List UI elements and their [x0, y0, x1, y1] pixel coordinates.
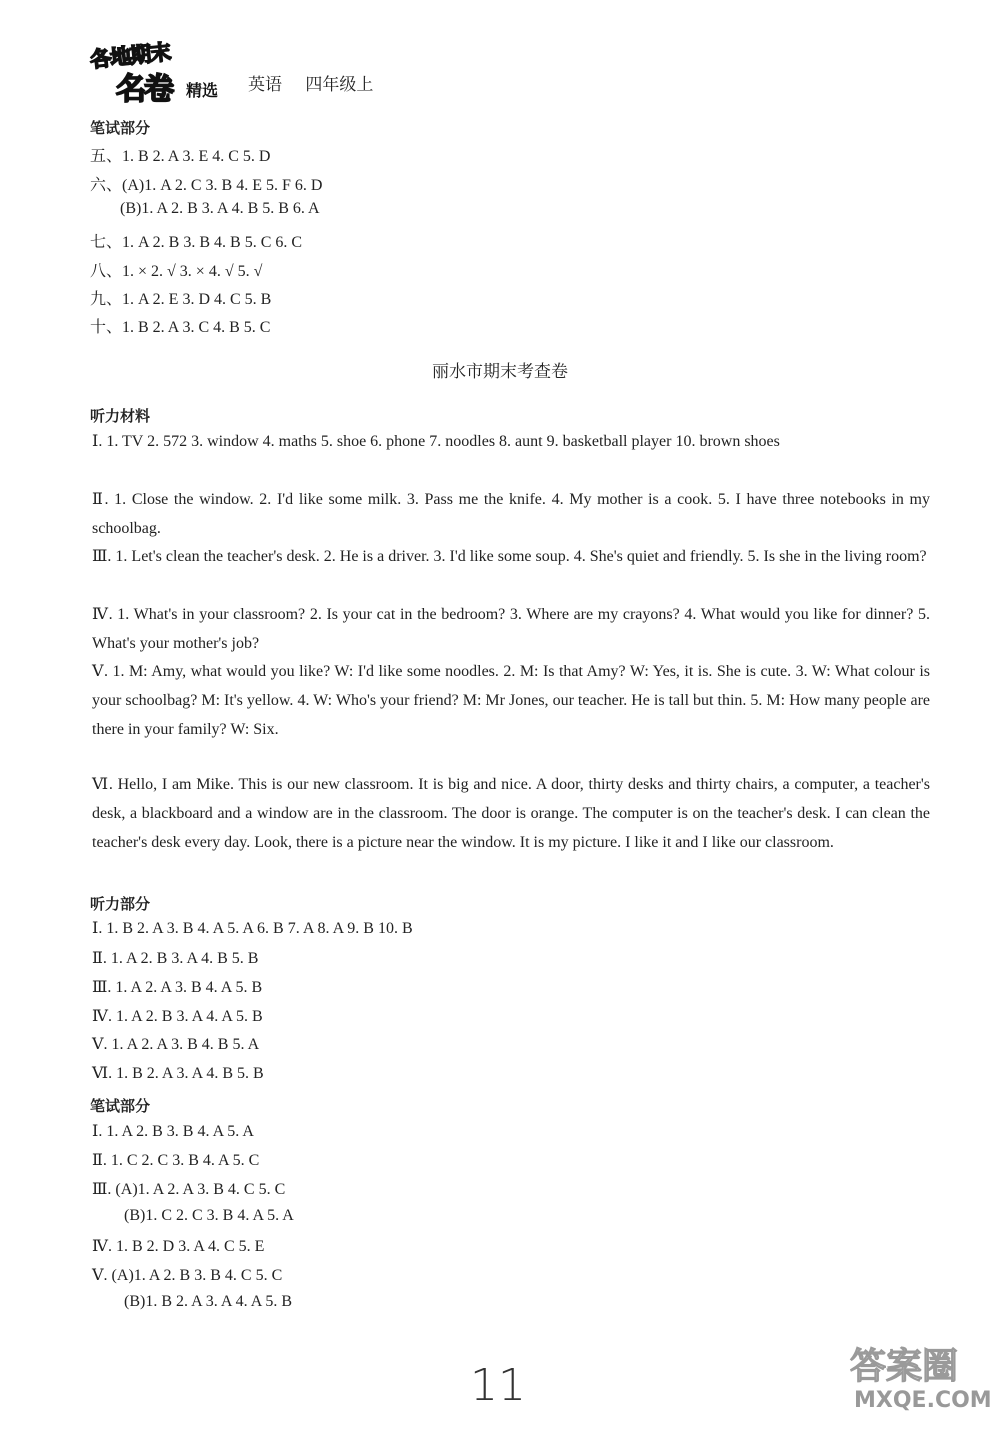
listening-paragraph: Ⅴ. 1. M: Amy, what would you like? W: I'd like some noodles. 2. M: Is that Amy? W: Yes, it is. She is cute. 3. W: What colour is your schoolbag? M: It's yellow. 4. W: Who's your friend? M: Mr Jones, our teacher. He is tall but thin. 5. M: How many people are there in your family? W: Six.: [92, 663, 930, 738]
answer-line: 六、(A)1. A 2. C 3. B 4. E 5. F 6. D: [90, 177, 323, 194]
section-heading-listening-material: 听力材料: [90, 407, 151, 425]
listening-paragraph: Ⅵ. Hello, I am Mike. This is our new classroom. It is big and nice. A door, thirty desks and thirty chairs, a computer, a teacher's desk, a blackboard and a window are in the classroom. The door is orange. The computer is on the teacher's desk. I can clean the teacher's desk every day. Look, there is a picture near the window. It is my picture. I like it and I like our classroom.: [92, 776, 930, 851]
page-header: [248, 70, 391, 95]
answer-line: Ⅰ. 1. A 2. B 3. B 4. A 5. A: [92, 1123, 254, 1140]
answer-line: Ⅵ. 1. B 2. A 3. A 4. B 5. B: [92, 1065, 264, 1082]
listening-paragraph: Ⅰ. 1. TV 2. 572 3. window 4. maths 5. shoe 6. phone 7. noodles 8. aunt 9. basketball player 10. brown shoes: [92, 433, 780, 450]
answer-line: (B)1. A 2. B 3. A 4. B 5. B 6. A: [120, 200, 320, 217]
grade-label: 四年级上: [305, 75, 374, 95]
answer-line: Ⅱ. 1. A 2. B 3. A 4. B 5. B: [92, 950, 259, 967]
logo-line3: 精选: [186, 81, 219, 100]
answer-line: 十、1. B 2. A 3. C 4. B 5. C: [90, 319, 271, 336]
answer-line: (B)1. C 2. C 3. B 4. A 5. A: [124, 1207, 294, 1224]
answer-line: Ⅴ. 1. A 2. A 3. B 4. B 5. A: [92, 1036, 260, 1053]
answer-line: Ⅴ. (A)1. A 2. B 3. B 4. C 5. C: [92, 1267, 283, 1284]
answer-line: Ⅱ. 1. C 2. C 3. B 4. A 5. C: [92, 1152, 260, 1169]
subject-label: 英语: [248, 75, 282, 95]
listening-paragraph: Ⅳ. 1. What's in your classroom? 2. Is your cat in the bedroom? 3. Where are my crayons? 4. What would you like for dinner? 5. What's your mother's job?: [92, 606, 930, 652]
exam-title: 丽水市期末考查卷: [432, 362, 568, 382]
watermark-logo: [848, 1338, 998, 1426]
answer-line: Ⅲ. (A)1. A 2. A 3. B 4. C 5. C: [92, 1181, 286, 1198]
answer-line: Ⅳ. 1. B 2. D 3. A 4. C 5. E: [92, 1238, 265, 1255]
answer-line: (B)1. B 2. A 3. A 4. A 5. B: [124, 1293, 293, 1310]
answer-line: Ⅰ. 1. B 2. A 3. B 4. A 5. A 6. B 7. A 8. A 9. B 10. B: [92, 920, 413, 937]
answer-line: 五、1. B 2. A 3. E 4. C 5. D: [90, 148, 271, 165]
logo-line1: 各地期末: [89, 39, 172, 73]
answer-line: 八、1. × 2. √ 3. × 4. √ 5. √: [90, 263, 263, 280]
listening-paragraph: Ⅱ. 1. Close the window. 2. I'd like some milk. 3. Pass me the knife. 4. My mother is a cook. 5. I have three notebooks in my schoolbag.: [92, 491, 930, 537]
section-heading-listening: 听力部分: [90, 895, 151, 913]
watermark-bottom: MXQE.COM: [854, 1388, 992, 1413]
page-number: 11: [470, 1360, 526, 1411]
answer-line: Ⅳ. 1. A 2. B 3. A 4. A 5. B: [92, 1008, 263, 1025]
section-heading-written: 笔试部分: [90, 1097, 151, 1115]
answer-line: 七、1. A 2. B 3. B 4. B 5. C 6. C: [90, 234, 303, 251]
answer-line: 九、1. A 2. E 3. D 4. C 5. B: [90, 291, 272, 308]
book-series-logo: [86, 40, 241, 106]
answer-line: Ⅲ. 1. A 2. A 3. B 4. A 5. B: [92, 979, 263, 996]
listening-paragraph: Ⅲ. 1. Let's clean the teacher's desk. 2. He is a driver. 3. I'd like some soup. 4. She's quiet and friendly. 5. Is she in the living room?: [92, 548, 927, 565]
logo-line2: 名卷: [116, 72, 172, 107]
watermark-top: 答案圈: [850, 1346, 959, 1387]
section-heading-written: 笔试部分: [90, 119, 151, 137]
